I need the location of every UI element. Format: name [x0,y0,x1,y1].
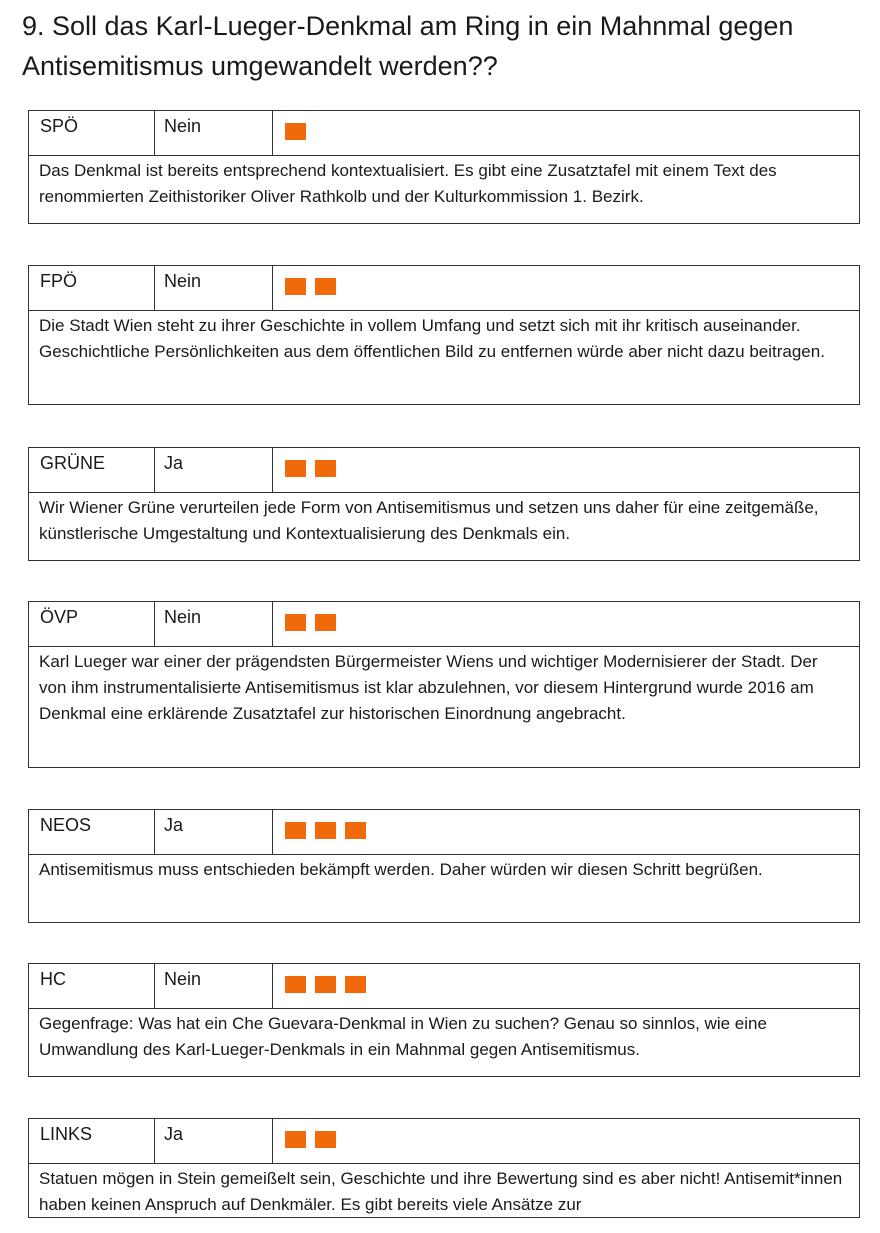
rating-square [285,123,306,140]
party-block-oevp [28,601,860,768]
rating-square [345,976,366,993]
party-header-row [29,1119,859,1164]
party-header-row [29,810,859,855]
party-header-row [29,448,859,493]
rating-square [315,976,336,993]
party-answer: Nein [155,602,273,646]
party-name: FPÖ [29,266,155,310]
party-answer: Nein [155,964,273,1008]
party-block-fpoe [28,265,860,405]
party-block-links [28,1118,860,1218]
party-answer: Ja [155,448,273,492]
party-statement: Die Stadt Wien steht zu ihrer Geschichte in vollem Umfang und setzt sich mit ihr kritisch auseinander. Geschichtliche Persönlichkeiten aus dem öffentlichen Bild zu entfernen würde aber nicht dazu beitragen. [39,316,825,361]
rating-squares [273,602,859,646]
party-answer: Ja [155,1119,273,1163]
party-name: NEOS [29,810,155,854]
party-statement: Wir Wiener Grüne verurteilen jede Form von Antisemitismus und setzen uns daher für eine zeitgemäße, künstlerische Umgestaltung und Kontextualisierung des Denkmals ein. [39,498,819,543]
rating-squares [273,964,859,1008]
rating-squares [273,810,859,854]
party-answer: Ja [155,810,273,854]
party-block-hc [28,963,860,1077]
party-answer: Nein [155,266,273,310]
party-statement: Karl Lueger war einer der prägendsten Bürgermeister Wiens und wichtiger Modernisierer der Stadt. Der von ihm instrumentalisierte Antisemitismus ist klar abzulehnen, vor diesem Hintergrund wurde 2016 am Denkmal eine erklärende Zusatztafel zur historischen Einordnung angebracht. [39,652,818,723]
party-name: LINKS [29,1119,155,1163]
party-name: HC [29,964,155,1008]
rating-square [285,278,306,295]
rating-square [285,822,306,839]
rating-squares [273,1119,859,1163]
party-block-neos [28,809,860,923]
rating-square [285,1131,306,1148]
rating-square [345,822,366,839]
party-header-row [29,266,859,311]
rating-square [315,1131,336,1148]
party-statement: Das Denkmal ist bereits entsprechend kontextualisiert. Es gibt eine Zusatztafel mit einem Text des renommierten Zeithistoriker Oliver Rathkolb und der Kulturkommission 1. Bezirk. [39,161,777,206]
rating-squares [273,266,859,310]
rating-square [315,460,336,477]
rating-squares [273,111,859,155]
party-name: ÖVP [29,602,155,646]
rating-square [285,976,306,993]
rating-square [315,822,336,839]
party-name: SPÖ [29,111,155,155]
party-header-row [29,964,859,1009]
rating-square [315,614,336,631]
party-name: GRÜNE [29,448,155,492]
party-statement: Statuen mögen in Stein gemeißelt sein, Geschichte und ihre Bewertung sind es aber nicht! Antisemit*innen haben keinen Anspruch auf Denkmäler. Es gibt bereits viele Ansätze zur [39,1169,843,1214]
question-title: 9. Soll das Karl-Lueger-Denkmal am Ring in ein Mahnmal gegen Antisemitismus umgewandelt werden?? [22,11,794,81]
rating-square [285,614,306,631]
rating-square [315,278,336,295]
party-statement: Antisemitismus muss entschieden bekämpft werden. Daher würden wir diesen Schritt begrüßen. [39,860,763,879]
rating-square [285,460,306,477]
rating-squares [273,448,859,492]
party-block-gruene [28,447,860,561]
party-header-row [29,602,859,647]
party-header-row [29,111,859,156]
party-statement: Gegenfrage: Was hat ein Che Guevara-Denkmal in Wien zu suchen? Genau so sinnlos, wie eine Umwandlung des Karl-Lueger-Denkmals in ein Mahnmal gegen Antisemitismus. [39,1014,767,1059]
party-answer: Nein [155,111,273,155]
party-block-spoe [28,110,860,224]
